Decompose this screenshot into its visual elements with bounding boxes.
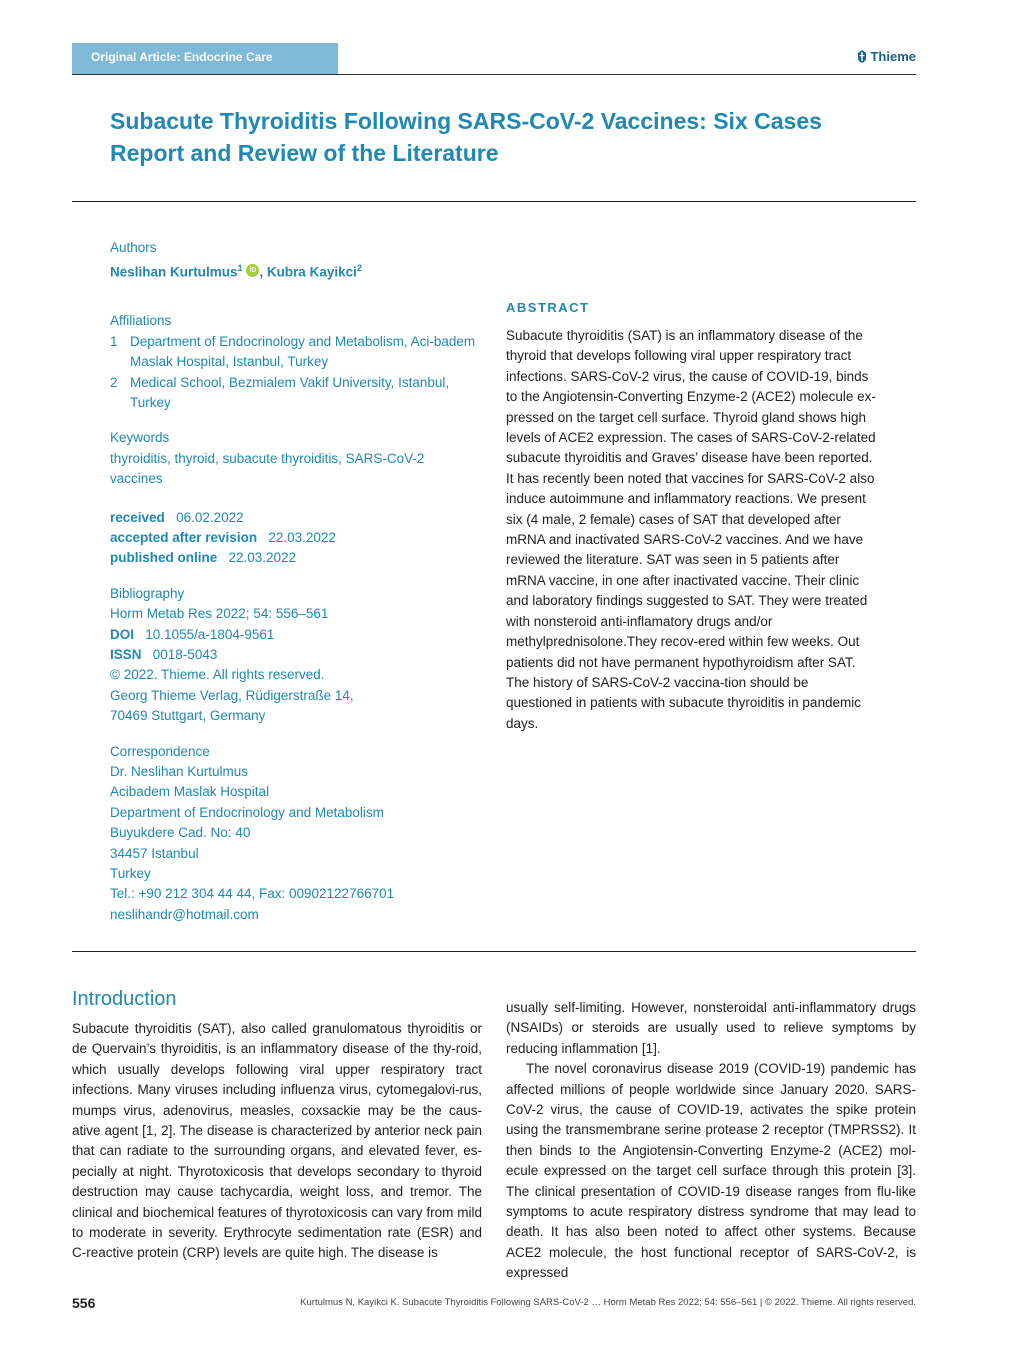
orcid-icon[interactable]: iD <box>246 264 259 277</box>
bibliography-heading: Bibliography <box>110 585 185 601</box>
article-title: Subacute Thyroiditis Following SARS-CoV-2 Vaccines: Six Cases Report and Review of the Literature <box>110 108 822 166</box>
thieme-emblem-icon <box>857 50 867 63</box>
author-name[interactable]: , Kubra Kayikci <box>259 264 357 280</box>
doi-label: DOI <box>110 626 135 642</box>
page-number: 556 <box>72 1295 96 1311</box>
affiliation-text: Medical School, Bezmialem Vakif University, Istanbul, Turkey <box>130 374 450 410</box>
affiliations-heading: Affiliations <box>110 313 172 329</box>
correspondence-email[interactable]: neslihandr@hotmail.com <box>110 906 259 922</box>
correspondence-phone: Tel.: +90 212 304 44 44, Fax: 00902122766701 <box>110 886 395 902</box>
author-affiliation-sup: 1 <box>237 263 243 274</box>
issn-label: ISSN <box>110 647 142 662</box>
introduction-paragraph-continued: usually self-limiting. However, nonsteroidal anti-inflammatory drugs (NSAIDs) or steroids are usually used to relieve symptoms by reducing inflammation [1]. <box>506 1000 916 1056</box>
correspondence-name: Dr. Neslihan Kurtulmus <box>110 764 249 780</box>
doi-line <box>110 625 480 645</box>
author-list <box>110 258 480 283</box>
publisher-address-1: Georg Thieme Verlag, Rüdigerstraße 14, <box>110 687 354 703</box>
published-line <box>110 548 480 568</box>
header-divider <box>72 74 916 75</box>
issn-line <box>110 645 480 665</box>
article-type-banner: Original Article: Endocrine Care <box>72 43 338 74</box>
correspondence-line: Turkey <box>110 866 151 882</box>
publisher-logo <box>857 49 916 64</box>
introduction-column-left <box>72 985 482 1264</box>
introduction-column-right <box>506 998 916 1284</box>
keywords-text: thyroiditis, thyroid, subacute thyroiditis, SARS-CoV-2 vaccines <box>110 450 425 487</box>
introduction-heading: Introduction <box>72 988 177 1010</box>
correspondence-heading: Correspondence <box>110 743 210 759</box>
article-metadata-column <box>110 238 480 925</box>
published-label: published online <box>110 550 218 566</box>
published-date: 22.03.2022 <box>228 550 297 566</box>
title-divider <box>72 201 916 202</box>
affiliation-item <box>110 332 480 373</box>
introduction-paragraph: The novel coronavirus disease 2019 (COVID-19) pandemic has affected millions of people worldwide since January 2020. SARS-CoV-2 virus, the cause of COVID-19, activates the spike protein using the transmembrane serine protease 2 receptor (TMPRSS2). It then binds to the Angiotensin-Converting Enzyme-2 (ACE2) mol-ecule expressed on the target cell surface through this protein [3]. The clinical presentation of COVID-19 disease ranges from flu-like symptoms to acute respiratory distress syndrome that may lead to death. It has also been noted to affect other systems. Because ACE2 molecule, the host functional receptor of SARS-CoV-2, is expressed <box>506 1061 916 1281</box>
accepted-label: accepted after revision <box>110 529 258 545</box>
correspondence-line: Acibadem Maslak Hospital <box>110 784 270 800</box>
abstract-text: Subacute thyroiditis (SAT) is an inflammatory disease of the thyroid that develops following viral upper respiratory tract infections. SARS-CoV-2 virus, the cause of COVID-19, binds to the Angiotensin-Converting Enzyme-2 (ACE2) molecule ex-pressed on the target cell surface. Thyroid gland shows high levels of ACE2 expression. The cases of SARS-CoV-2-related subacute thyroiditis and Graves’ disease have been reported. It has recently been noted that vaccines for SARS-CoV-2 also induce autoimmune and inflammatory reactions. We present six (4 male, 2 female) cases of SAT that developed after mRNA and inactivated SARS-CoV-2 vaccines. And we have reviewed the literature. SAT was seen in 5 patients after mRNA vaccine, in one after inactivated vaccine. Their clinic and laboratory findings suggested to SAT. They were treated with nonsteroid anti-inflamatory drugs and/or methylprednisolone.They recov-ered within few weeks. Out patients did not have permanent hypothyroidism after SAT. The history of SARS-CoV-2 vaccina-tion should be questioned in patients with subacute thyroiditis in pandemic days. <box>506 328 876 731</box>
authors-heading: Authors <box>110 240 157 255</box>
publisher-address-2: 70469 Stuttgart, Germany <box>110 708 266 724</box>
affiliation-text: Department of Endocrinology and Metabolism, Aci-badem Maslak Hospital, Istanbul, Turkey <box>130 333 476 370</box>
author-name[interactable]: Neslihan Kurtulmus <box>110 264 238 280</box>
correspondence-line: 34457 Istanbul <box>110 845 199 861</box>
affiliation-number: 2 <box>110 374 118 390</box>
accepted-date: 22.03.2022 <box>268 529 336 545</box>
journal-citation: Horm Metab Res 2022; 54: 556–561 <box>110 606 329 622</box>
received-date: 06.02.2022 <box>176 509 244 525</box>
keywords-heading: Keywords <box>110 430 170 446</box>
author-affiliation-sup: 2 <box>356 263 362 274</box>
affiliation-item <box>110 373 480 414</box>
doi-value[interactable]: 10.1055/a-1804-9561 <box>145 626 275 642</box>
copyright-line: © 2022. Thieme. All rights reserved. <box>110 667 325 683</box>
footer-citation: Kurtulmus N, Kayikci K. Subacute Thyroiditis Following SARS-CoV-2 … Horm Metab Res 2022; 54: 556–561 | © 2022. Thieme. All rights reserved. <box>300 1297 916 1308</box>
received-label: received <box>110 509 165 525</box>
abstract-heading: ABSTRACT <box>506 300 590 315</box>
abstract-divider <box>72 951 916 952</box>
introduction-paragraph: Subacute thyroiditis (SAT), also called granulomatous thyroiditis or de Quervain’s thyroiditis, is an inflammatory disease of the thy-roid, which usually develops following viral upper respiratory tract infections. Many viruses including influenza virus, cytomegalovi-rus, mumps virus, adenovirus, measles, coxsackie may be the caus-ative agent [1, 2]. The disease is characterized by anterior neck pain that can radiate to the surrounding organs, and elevated fever, es-pecially at night. Thyrotoxicosis that develops secondary to thyroid destruction may cause tachycardia, weight loss, and tremor. The clinical and biochemical features of thyrotoxicosis can vary from mild to moderate in severity. Erythrocyte sedimentation rate (ESR) and C-reactive protein (CRP) levels are quite high. The disease is <box>72 1021 482 1261</box>
received-line <box>110 508 480 528</box>
correspondence-line: Buyukdere Cad. No: 40 <box>110 825 251 841</box>
publisher-name: Thieme <box>870 49 916 64</box>
correspondence-line: Department of Endocrinology and Metabolism <box>110 804 384 820</box>
abstract-section <box>506 300 878 734</box>
affiliation-number: 1 <box>110 333 118 349</box>
issn-value: 0018-5043 <box>152 647 218 662</box>
accepted-line <box>110 528 480 548</box>
